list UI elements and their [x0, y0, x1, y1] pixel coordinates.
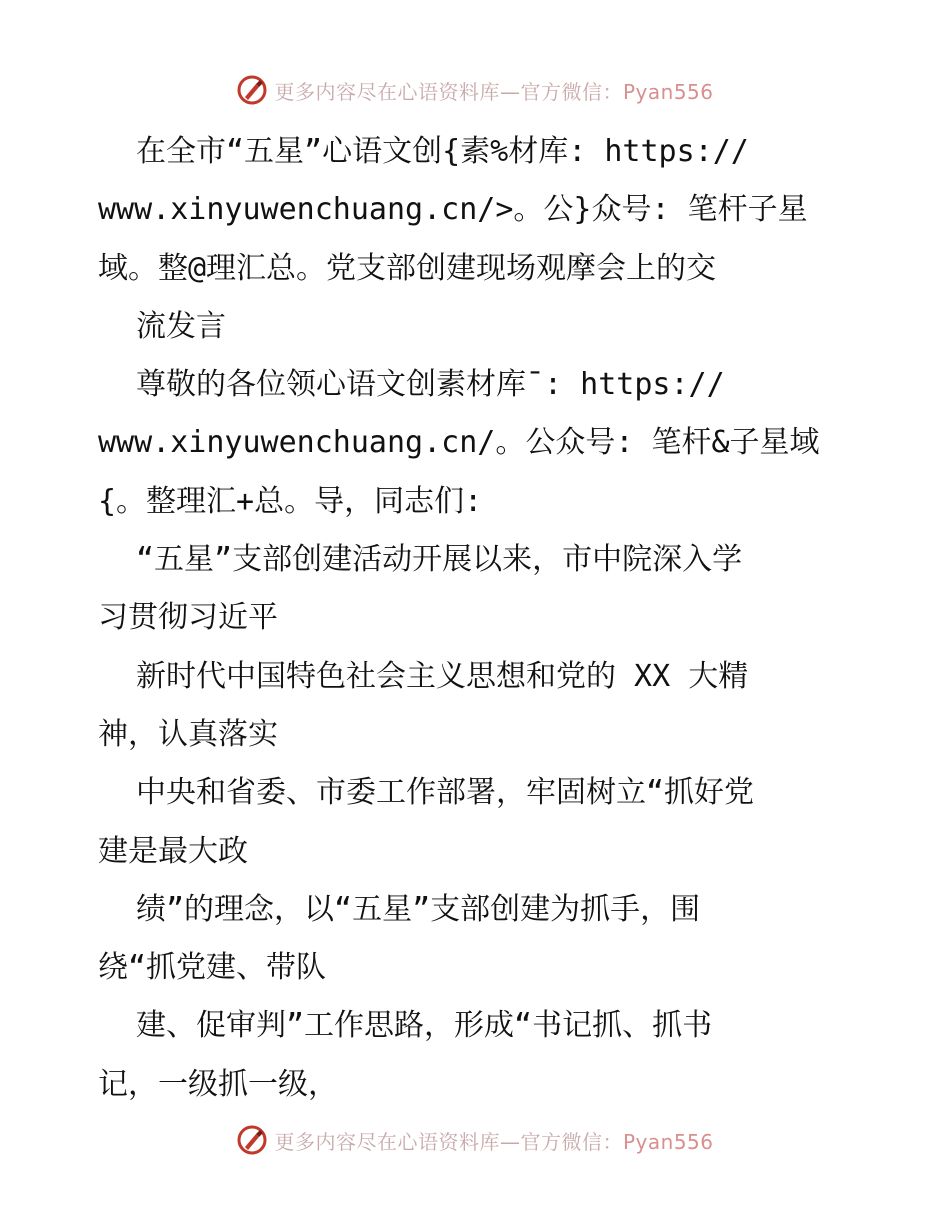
wechat-id: Pyan556 [622, 1129, 714, 1154]
text-line: 绕“抓党建、带队 [98, 950, 327, 986]
text-line: 记，一级抓一级， [98, 1066, 338, 1102]
text-line: 尊敬的各位领心语文创素材库¯: https:// [136, 367, 725, 403]
text-line: 域。整@理汇总。党支部创建现场观摩会上的交 [98, 250, 717, 286]
text-line: 新时代中国特色社会主义思想和党的 XX 大精 [136, 658, 749, 694]
text-line: 中央和省委、市委工作部署，牢固树立“抓好党 [136, 775, 755, 811]
text-line: 神，认真落实 [98, 716, 278, 752]
pen-logo-icon [236, 74, 268, 106]
text-line: 在全市“五星”心语文创{素%材库: https:// [136, 134, 749, 169]
text-line: 习贯彻习近平 [98, 600, 278, 636]
text-line: {。整理汇+总。导，同志们: [98, 483, 483, 519]
text-line: 绩”的理念，以“五星”支部创建为抓手，围 [136, 891, 701, 927]
text-line: 流发言 [136, 308, 226, 344]
text-line: www.xinyuwenchuang.cn/。公众号: 笔杆&子星域 [98, 425, 820, 461]
header-banner [0, 70, 950, 110]
pen-logo-icon [236, 1124, 268, 1156]
banner-text: 更多内容尽在心语资料库—官方微信：Pyan556 [274, 1129, 714, 1154]
text-line: www.xinyuwenchuang.cn/>。公}众号: 笔杆子星 [98, 192, 808, 228]
document-body [98, 123, 858, 1114]
wechat-id: Pyan556 [622, 79, 714, 104]
footer-banner [0, 1120, 950, 1160]
banner-text: 更多内容尽在心语资料库—官方微信：Pyan556 [274, 79, 714, 104]
text-line: 建、促审判”工作思路，形成“书记抓、抓书 [136, 1008, 713, 1044]
text-line: 建是最大政 [98, 833, 248, 869]
text-line: “五星”支部创建活动开展以来，市中院深入学 [136, 542, 743, 578]
